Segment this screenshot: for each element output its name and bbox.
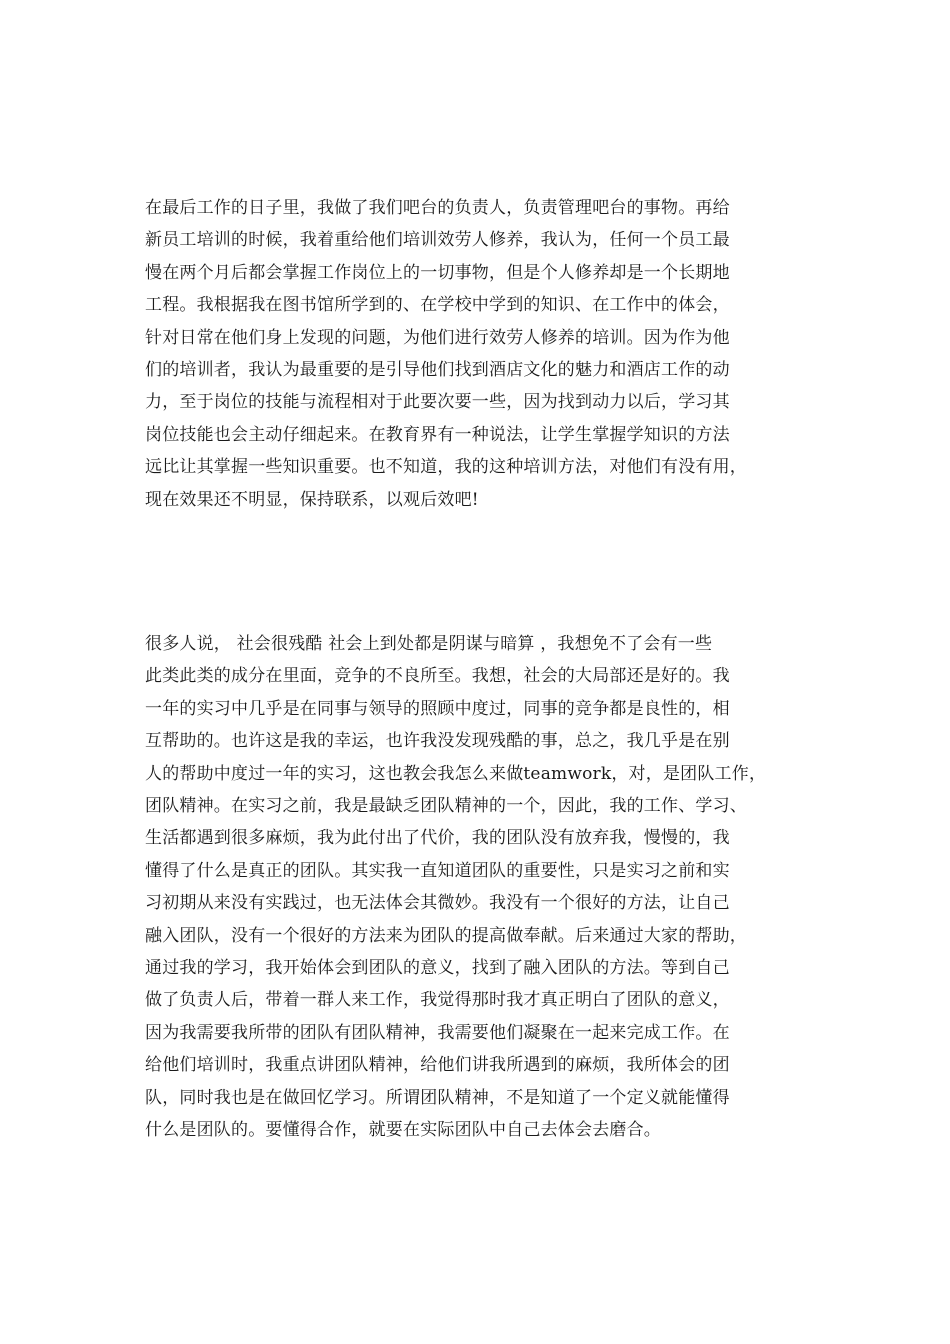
text-line: 很多人说， 社会很残酷 社会上到处都是阴谋与暗算 ，我想免不了会有一些 xyxy=(145,634,713,654)
text-line: 们的培训者，我认为最重要的是引导他们找到酒店文化的魅力和酒店工作的动 xyxy=(145,360,730,381)
text-line: 力，至于岗位的技能与流程相对于此要次要一些，因为找到动力以后，学习其 xyxy=(145,392,730,413)
text-line: 工程。我根据我在图书馆所学到的、在学校中学到的知识、在工作中的体会， xyxy=(145,295,730,316)
text-line: 慢在两个月后都会掌握工作岗位上的一切事物，但是个人修养却是一个长期地 xyxy=(145,262,730,283)
text-line: 人的帮助中度过一年的实习，这也教会我怎么来做teamwork，对，是团队工作， xyxy=(145,763,767,784)
text-line: 一年的实习中几乎是在同事与领导的照顾中度过，同事的竞争都是良性的，相 xyxy=(145,698,730,719)
text-line: 现在效果还不明显，保持联系，以观后效吧! xyxy=(145,489,479,510)
text-line: 团队精神。在实习之前，我是最缺乏团队精神的一个，因此，我的工作、学习、 xyxy=(145,796,747,817)
text-line: 通过我的学习，我开始体会到团队的意义，找到了融入团队的方法。等到自己 xyxy=(145,958,730,979)
text-line: 互帮助的。也许这是我的幸运，也许我没发现残酷的事，总之，我几乎是在别 xyxy=(145,731,730,752)
text-line: 做了负责人后，带着一群人来工作，我觉得那时我才真正明白了团队的意义， xyxy=(145,990,730,1011)
text-line: 队，同时我也是在做回忆学习。所谓团队精神，不是知道了一个定义就能懂得 xyxy=(145,1087,730,1108)
text-line: 远比让其掌握一些知识重要。也不知道，我的这种培训方法，对他们有没有用， xyxy=(145,457,747,478)
text-line: 针对日常在他们身上发现的问题，为他们进行效劳人修养的培训。因为作为他 xyxy=(145,327,730,348)
text-line: 岗位技能也会主动仔细起来。在教育界有一种说法，让学生掌握学知识的方法 xyxy=(145,424,730,445)
text-line: 什么是团队的。要懂得合作，就要在实际团队中自己去体会去磨合。 xyxy=(145,1120,661,1141)
text-line: 懂得了什么是真正的团队。其实我一直知道团队的重要性，只是实习之前和实 xyxy=(145,860,730,881)
text-line: 因为我需要我所带的团队有团队精神，我需要他们凝聚在一起来完成工作。在 xyxy=(145,1022,730,1043)
text-line: 新员工培训的时候，我着重给他们培训效劳人修养，我认为，任何一个员工最 xyxy=(145,230,730,251)
text-line: 给他们培训时，我重点讲团队精神，给他们讲我所遇到的麻烦，我所体会的团 xyxy=(145,1055,730,1076)
text-line: 融入团队，没有一个很好的方法来为团队的提高做奉献。后来通过大家的帮助， xyxy=(145,925,747,946)
paragraph-2 xyxy=(145,628,810,1147)
paragraph-1 xyxy=(145,192,810,516)
text-line: 生活都遇到很多麻烦，我为此付出了代价，我的团队没有放弃我，慢慢的，我 xyxy=(145,828,730,849)
text-line: 在最后工作的日子里，我做了我们吧台的负责人，负责管理吧台的事物。再给 xyxy=(145,198,730,218)
text-line: 此类此类的成分在里面，竞争的不良所至。我想，社会的大局部还是好的。我 xyxy=(145,666,730,687)
text-line: 习初期从来没有实践过，也无法体会其微妙。我没有一个很好的方法，让自己 xyxy=(145,893,730,914)
